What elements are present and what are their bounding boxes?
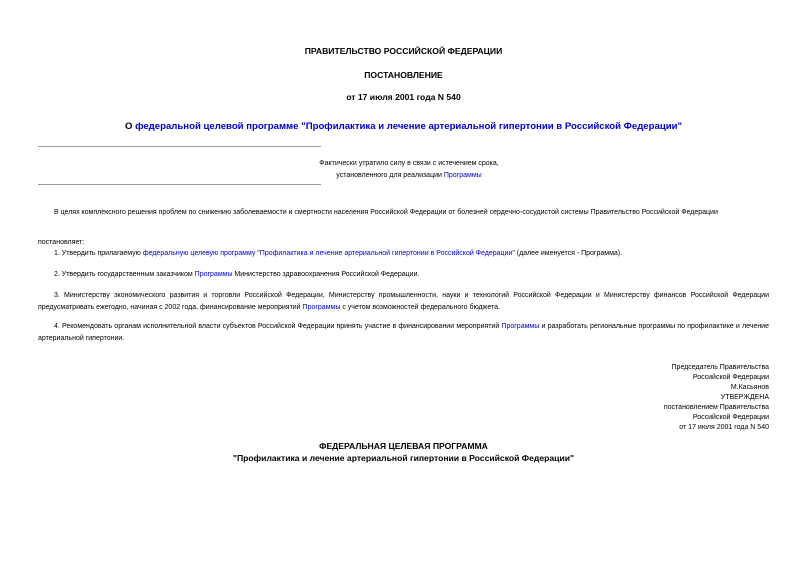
program-subheading: "Профилактика и лечение артериальной гипертонии в Российской Федерации" [232, 453, 575, 463]
item-3-text-a: 3. Министерству экономического развития и торговли Российской Федерации, Министерству промышленности, науки и технологий Российской Федерации и Министерству финансов Российской Федерации предусматривать ежегодно, начиная с 2002 года, финансирование мероприятий [38, 292, 769, 311]
item-3-program-link[interactable]: Программы [302, 303, 341, 311]
decides-text: постановляет: [38, 239, 85, 246]
signature-line-1: Председатель Правительства [671, 364, 769, 371]
doc-title-prefix: О [124, 121, 136, 132]
doc-title [0, 121, 807, 132]
item-1-text-c: " (далее именуется - Программа). [512, 250, 623, 257]
approval-line-1: УТВЕРЖДЕНА [720, 394, 769, 401]
note-bottom-rule [38, 184, 321, 185]
item-4-program-link[interactable]: Программы [501, 323, 540, 330]
doc-date-number: от 17 июля 2001 года N 540 [346, 92, 461, 102]
program-link[interactable]: федеральную целевую программу [142, 250, 256, 257]
item-4-text-b: и разработать региональные программы по профилактике и лечение артериальной гипертонии. [38, 323, 769, 342]
item-4 [38, 321, 769, 344]
signature-line-3: М.Касьянов [730, 384, 769, 391]
signature-block [509, 363, 769, 433]
item-2-text-a: 2. Утвердить государственным заказчиком [54, 271, 195, 278]
approval-line-4: от 17 июля 2001 года N 540 [679, 424, 769, 431]
program-heading: ФЕДЕРАЛЬНАЯ ЦЕЛЕВАЯ ПРОГРАММА [319, 441, 488, 451]
doc-type-heading: ПОСТАНОВЛЕНИЕ [364, 70, 443, 80]
item-4-text-a: 4. Рекомендовать органам исполнительной власти субъектов Российской Федерации принять участие в финансировании мероприятий [54, 323, 502, 330]
item-2 [38, 269, 769, 281]
government-heading: ПРАВИТЕЛЬСТВО РОССИЙСКОЙ ФЕДЕРАЦИИ [304, 46, 503, 56]
item-2-program-link[interactable]: Программы [194, 271, 233, 278]
program-title-link[interactable]: Профилактика и лечение артериальной гипертонии в Российской Федерации [259, 250, 513, 257]
item-1-text-b: " [255, 250, 260, 257]
note-program-link[interactable]: Программы [443, 171, 482, 179]
item-1-text-a: 1. Утвердить прилагаемую [54, 250, 143, 257]
validity-note [300, 158, 518, 181]
item-3-text-b: с учетом возможностей федерального бюджета. [340, 303, 500, 311]
note-line-2 [300, 170, 518, 182]
note-line-1: Фактически утратило силу в связи с истечением срока, [319, 160, 499, 167]
item-3 [38, 290, 769, 313]
item-1 [38, 248, 769, 260]
intro-paragraph: В целях комплексного решения проблем по снижению заболеваемости и смертности населения Российской Федерации от болезней сердечно-сосудистой системы Правительство Российской Федерации [54, 209, 718, 216]
item-2-text-b: Министерство здравоохранения Российской Федерации. [232, 271, 420, 278]
note-line-2-text: установленного для реализации [336, 171, 444, 179]
note-top-rule [38, 146, 321, 147]
approval-line-3: Российской Федерации [692, 414, 769, 421]
signature-line-2: Российской Федерации [692, 374, 769, 381]
doc-title-link[interactable]: федеральной целевой программе "Профилактика и лечение артериальной гипертонии в Российской Федерации" [135, 121, 683, 132]
approval-line-2: постановлением Правительства [663, 404, 769, 411]
